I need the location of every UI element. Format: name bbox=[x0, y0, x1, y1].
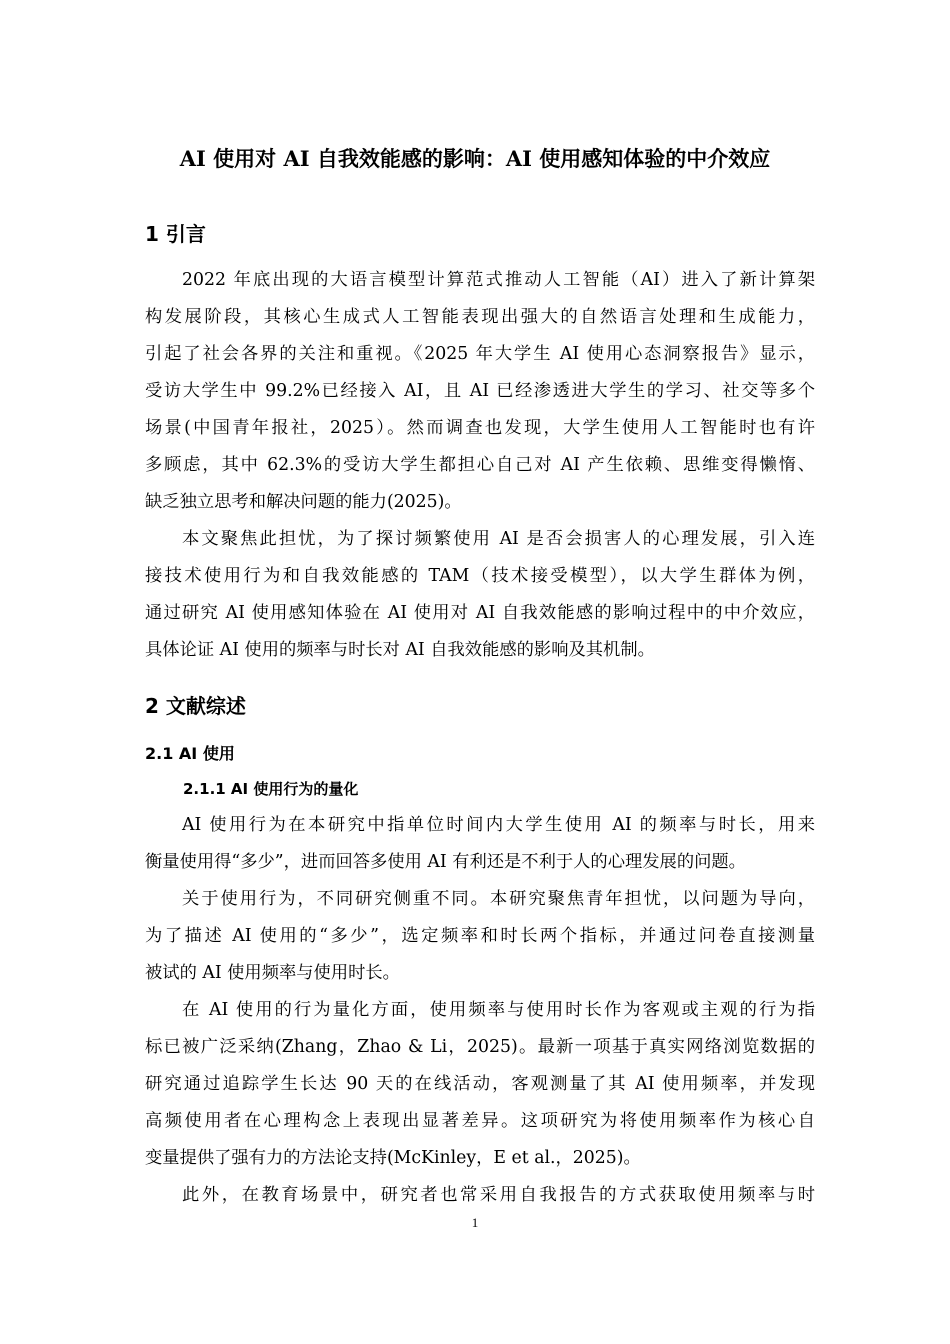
document-title: AI 使用对 AI 自我效能感的影响：AI 使用感知体验的中介效应 bbox=[179, 146, 771, 171]
text-line: 高频使用者在心理构念上表现出显著差异。这项研究为将使用频率作为核心自 bbox=[145, 1111, 815, 1131]
text-line: 受访大学生中 99.2%已经接入 AI，且 AI 已经渗透进大学生的学习、社交等多个 bbox=[145, 381, 815, 401]
text-line: 被试的 AI 使用频率与使用时长。 bbox=[145, 963, 400, 983]
text-line: 多顾虑，其中 62.3%的受访大学生都担心自己对 AI 产生依赖、思维变得懒惰、 bbox=[145, 455, 815, 475]
text-line: 本文聚焦此担忧，为了探讨频繁使用 AI 是否会损害人的心理发展，引入连 bbox=[182, 529, 815, 549]
section-heading-introduction: 1 引言 bbox=[145, 222, 206, 246]
subsection-heading-ai-use: 2.1 AI 使用 bbox=[145, 744, 235, 763]
text-line: 引起了社会各界的关注和重视。《2025 年大学生 AI 使用心态洞察报告》显示， bbox=[145, 344, 815, 364]
text-line: 构发展阶段，其核心生成式人工智能表现出强大的自然语言处理和生成能力， bbox=[145, 307, 815, 327]
paragraph-intro-1 bbox=[145, 262, 815, 521]
text-line: 缺乏独立思考和解决问题的能力(2025)。 bbox=[145, 492, 462, 512]
paragraph-lit-4 bbox=[145, 1177, 815, 1214]
paragraph-lit-1 bbox=[145, 807, 815, 881]
paragraph-lit-3 bbox=[145, 992, 815, 1177]
text-line: 2022 年底出现的大语言模型计算范式推动人工智能（AI）进入了新计算架 bbox=[182, 270, 815, 290]
text-line: 标已被广泛采纳(Zhang，Zhao & Li，2025)。最新一项基于真实网络浏览数据的 bbox=[145, 1037, 815, 1057]
text-line: 研究通过追踪学生长达 90 天的在线活动，客观测量了其 AI 使用频率，并发现 bbox=[145, 1074, 815, 1094]
text-line: 此外，在教育场景中，研究者也常采用自我报告的方式获取使用频率与时 bbox=[182, 1185, 815, 1205]
text-line: 关于使用行为，不同研究侧重不同。本研究聚焦青年担忧，以问题为导向， bbox=[182, 889, 815, 909]
paragraph-lit-2 bbox=[145, 881, 815, 992]
text-line: 通过研究 AI 使用感知体验在 AI 使用对 AI 自我效能感的影响过程中的中介效应， bbox=[145, 603, 815, 623]
paragraph-intro-2 bbox=[145, 521, 815, 669]
page-number: 1 bbox=[471, 1215, 479, 1230]
section-heading-literature-review: 2 文献综述 bbox=[145, 694, 246, 718]
text-line: 在 AI 使用的行为量化方面，使用频率与使用时长作为客观或主观的行为指 bbox=[182, 1000, 815, 1020]
text-line: 场景(中国青年报社，2025）。然而调查也发现，大学生使用人工智能时也有许 bbox=[145, 418, 815, 438]
text-line: 衡量使用得“多少”，进而回答多使用 AI 有利还是不利于人的心理发展的问题。 bbox=[145, 852, 746, 872]
text-line: 具体论证 AI 使用的频率与时长对 AI 自我效能感的影响及其机制。 bbox=[145, 640, 655, 660]
text-line: AI 使用行为在本研究中指单位时间内大学生使用 AI 的频率与时长，用来 bbox=[182, 815, 815, 835]
text-line: 变量提供了强有力的方法论支持(McKinley，E et al.，2025)。 bbox=[145, 1148, 641, 1168]
subsubsection-heading-quantification: 2.1.1 AI 使用行为的量化 bbox=[183, 780, 359, 798]
text-line: 接技术使用行为和自我效能感的 TAM（技术接受模型），以大学生群体为例， bbox=[145, 566, 815, 586]
text-line: 为了描述 AI 使用的“多少”，选定频率和时长两个指标，并通过问卷直接测量 bbox=[145, 926, 815, 946]
